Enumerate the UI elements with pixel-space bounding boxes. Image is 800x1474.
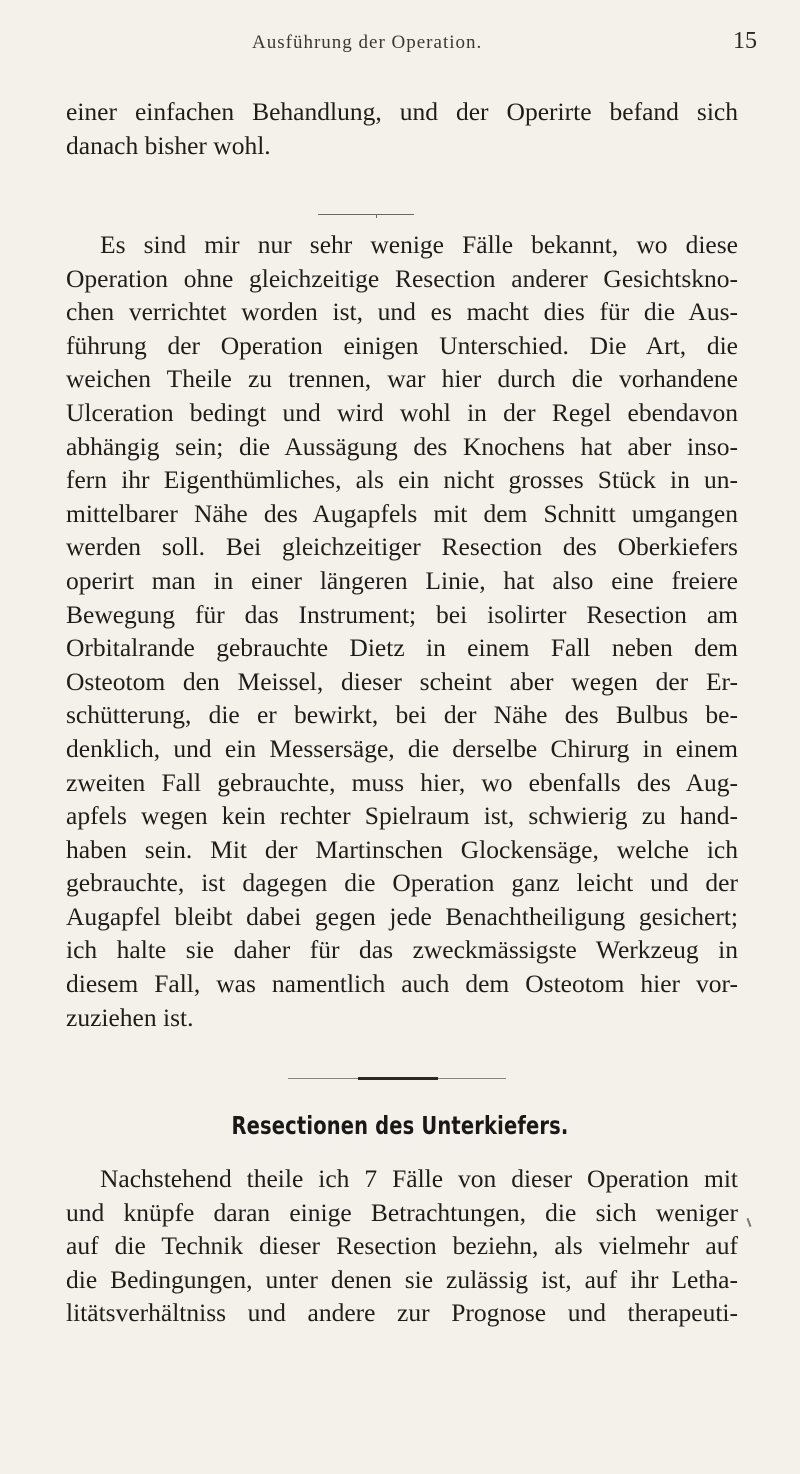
- paragraph-section-intro: [66, 1162, 738, 1330]
- text-line: zuziehen ist.: [66, 1002, 194, 1032]
- separator-tick: [376, 214, 377, 218]
- divider-accent: [358, 1077, 438, 1080]
- print-speck: [747, 1218, 752, 1227]
- text-line: abhängig sein; die Aussägung des Knochens hat aber inso-: [66, 431, 738, 461]
- text-line: Osteotom den Meissel, dieser scheint aber wegen der Er-: [66, 666, 738, 696]
- text-line: danach bisher wohl.: [66, 130, 271, 160]
- separator-rule: [318, 214, 414, 215]
- text-line: und knüpfe daran einige Betrachtungen, die sich weniger: [66, 1197, 738, 1227]
- text-line: Es sind mir nur sehr wenige Fälle bekannt, wo diese: [100, 230, 738, 259]
- text-line: fern ihr Eigenthümliches, als ein nicht grosses Stück in un-: [66, 465, 738, 495]
- paragraph-operation-notes: [66, 228, 738, 1034]
- text-line: Nachstehend theile ich 7 Fälle von dieser Operation mit: [100, 1164, 738, 1193]
- text-line: haben sein. Mit der Martinschen Glockensäge, welche ich: [66, 834, 738, 864]
- text-line: Orbitalrande gebrauchte Dietz in einem Fall neben dem: [66, 633, 738, 663]
- running-header: [0, 20, 800, 60]
- paragraph-continuation: [66, 95, 738, 162]
- text-line: operirt man in einer längeren Linie, hat also eine freiere: [66, 565, 738, 595]
- text-line: chen verrichtet worden ist, und es macht dies für die Aus-: [66, 297, 738, 327]
- text-line: die Bedingungen, unter denen sie zulässig ist, auf ihr Letha-: [66, 1264, 738, 1294]
- text-line: weichen Theile zu trennen, war hier durch die vorhandene: [66, 364, 738, 394]
- section-divider-rule: [288, 1078, 506, 1079]
- text-line: schütterung, die er bewirkt, bei der Nähe des Bulbus be-: [66, 700, 738, 730]
- text-line: denklich, und ein Messersäge, die derselbe Chirurg in einem: [66, 733, 738, 763]
- text-line: Operation ohne gleichzeitige Resection anderer Gesichtskno-: [66, 263, 738, 293]
- section-heading: Resectionen des Unterkiefers.: [231, 1111, 569, 1140]
- text-line: diesem Fall, was namentlich auch dem Osteotom hier vor-: [66, 969, 738, 999]
- text-line: ich halte sie daher für das zweckmässigste Werkzeug in: [66, 935, 738, 965]
- text-line: Bewegung für das Instrument; bei isolirter Resection am: [66, 599, 738, 629]
- text-line: litätsverhältniss und andere zur Prognose und therapeuti-: [66, 1298, 738, 1328]
- text-line: Ulceration bedingt und wird wohl in der Regel ebendavon: [66, 397, 738, 427]
- text-line: auf die Technik dieser Resection beziehn, als vielmehr auf: [66, 1231, 738, 1261]
- text-line: werden soll. Bei gleichzeitiger Resection des Oberkiefers: [66, 532, 738, 562]
- text-line: einer einfachen Behandlung, und der Operirte befand sich: [66, 97, 738, 126]
- running-title: Ausführung der Operation.: [252, 32, 483, 53]
- text-line: gebrauchte, ist dagegen die Operation ganz leicht und der: [66, 868, 738, 898]
- text-line: mittelbarer Nähe des Augapfels mit dem Schnitt umgangen: [66, 498, 738, 528]
- text-line: apfels wegen kein rechter Spielraum ist, schwierig zu hand-: [66, 801, 738, 831]
- text-line: führung der Operation einigen Unterschied. Die Art, die: [66, 330, 738, 360]
- page-number: 15: [733, 28, 757, 54]
- text-line: zweiten Fall gebrauchte, muss hier, wo ebenfalls des Aug-: [66, 767, 738, 797]
- text-line: Augapfel bleibt dabei gegen jede Benachtheiligung gesichert;: [66, 901, 738, 931]
